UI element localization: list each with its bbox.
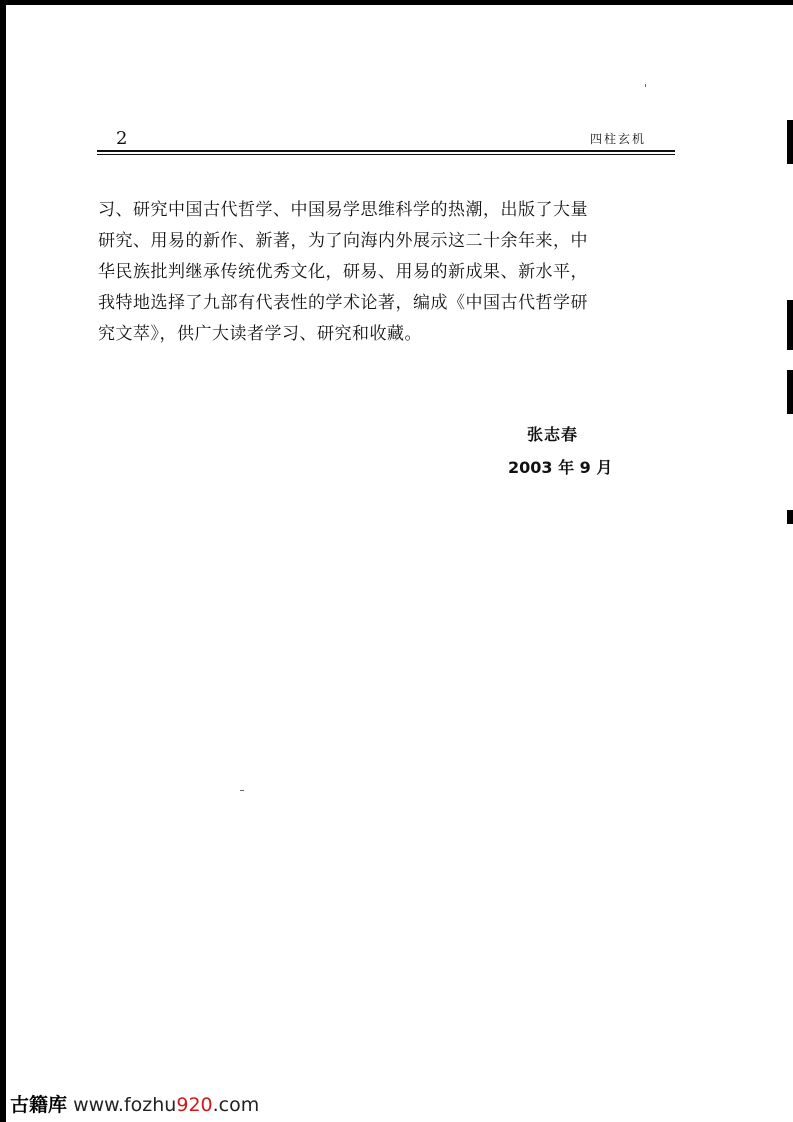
scan-edge-mark [787,300,793,350]
body-paragraph [98,195,678,350]
scan-speck [240,790,244,791]
site-watermark [10,1090,259,1117]
scan-edge-mark [787,120,793,164]
watermark-url-prefix: www.fozhu [73,1094,177,1116]
scan-border-top [0,0,793,5]
text-line: 习、研究中国古代哲学、中国易学思维科学的热潮，出版了大量 [98,200,588,220]
watermark-site-name: 古籍库 [10,1094,68,1116]
text-line: 究文萃》，供广大读者学习、研究和收藏。 [98,324,422,344]
scan-edge-mark [787,510,793,524]
text-line: 研究、用易的新作、新著，为了向海内外展示这二十余年来，中 [98,231,588,251]
scan-edge-mark [787,370,793,414]
text-line: 华民族批判继承传统优秀文化，研易、用易的新成果、新水平， [98,262,588,282]
signature-author: 张志春 [527,425,579,444]
watermark-url-number: 920 [176,1094,213,1116]
header-rule [97,150,675,152]
page-number: 2 [116,128,128,149]
scan-border-left [0,0,6,1122]
header-rule-thin [97,154,675,155]
text-line: 我特地选择了九部有代表性的学术论著，编成《中国古代哲学研 [98,293,588,313]
watermark-url-suffix: .com [212,1094,260,1116]
running-header-title: 四柱玄机 [590,132,647,146]
signature-date: 2003 年 9 月 [508,458,613,477]
scan-speck [645,84,646,87]
